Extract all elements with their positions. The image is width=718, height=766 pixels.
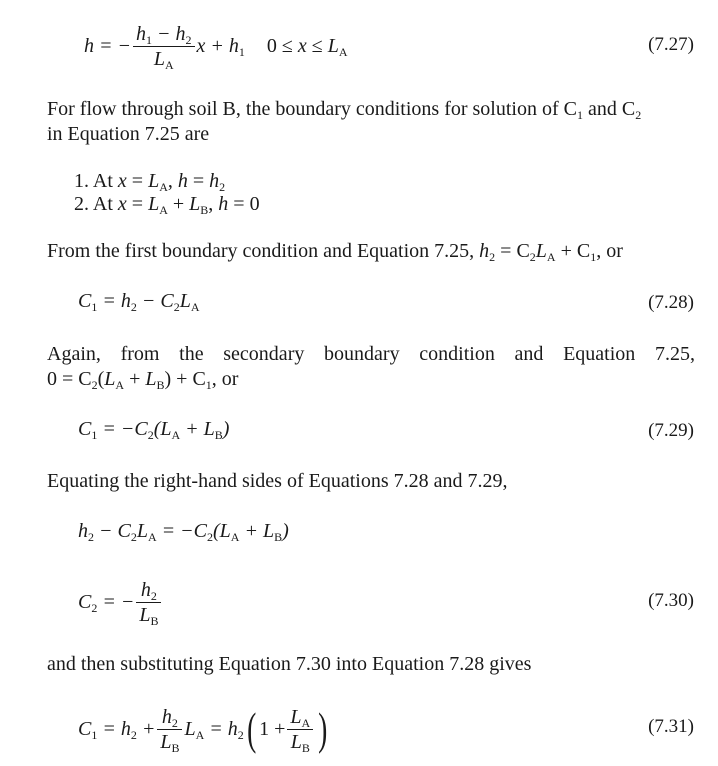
boundary-conditions-list (74, 170, 260, 216)
or-text-2: , or (211, 368, 239, 390)
paragraph-equating: Equating the right-hand sides of Equations 7.28 and 7.29, (47, 470, 508, 492)
equation-7-30: $C_2$ = − $\frac{h_2}{L_B}$ (78, 574, 163, 630)
or-text-1: , or (596, 240, 623, 262)
equation-7-28: $C_1 = h_2 - C_2L_A$ (78, 290, 200, 314)
paragraph-soil-b-line2: in Equation 7.25 are (47, 123, 210, 145)
paragraph-soil-b-and: and C (582, 98, 636, 120)
paragraph-soil-b: For flow through soil B, the boundary conditions for solution of $C_1$ and $C_2$ in Equation 7.25 are (47, 98, 642, 145)
paragraph-again (47, 342, 695, 392)
equation-7-31: $C_1 = h_2$ + $\frac{h_2}{L_B}$ $L_A = h_2$ ( 1 + $\frac{L_A}{L_B}$ ) (78, 703, 328, 755)
paragraph-first-bc: From the first boundary condition and Equation 7.25, $h_2 = C_2L_A + C_1$, or (47, 240, 623, 264)
fraction-la-over-lb: $\frac{L_A}{L_B}$ (287, 705, 313, 754)
fraction-h1-minus-h2-over-la: $\frac{h_1 - h_2}{L_A}$ (133, 22, 195, 71)
boundary-condition-2: 2. At $x = L_A + L_B$, h = 0 (74, 193, 260, 217)
paragraph-substituting: and then substituting Equation 7.30 into Equation 7.28 gives (47, 653, 532, 675)
boundary-condition-1: 1. At $x = L_A$, $h = h_2$ (74, 170, 226, 194)
paragraph-soil-b-text: For flow through soil B, the boundary conditions for solution of C (47, 98, 577, 120)
equation-number-7-27: (7.27) (648, 34, 694, 55)
equation-number-7-30: (7.30) (648, 590, 694, 611)
fraction-h2-over-lb: $\frac{h_2}{L_B}$ (136, 578, 161, 627)
paragraph-again-line2: $0 = C_2(L_A + L_B) + C_1$, or (47, 368, 239, 392)
paragraph-first-bc-text: From the first boundary condition and Equation 7.25, (47, 240, 475, 262)
equation-number-7-28: (7.28) (648, 292, 694, 313)
equation-intermediate: $h_2 - C_2L_A = -C_2(L_A + L_B)$ (78, 520, 289, 544)
equation-7-27: h = − $\frac{h_1 - h_2}{L_A}$ $x + h_1$ $0 \le x \le L_A$ (84, 22, 348, 72)
right-paren-icon: ) (318, 703, 328, 754)
equation-number-7-29: (7.29) (648, 420, 694, 441)
equation-7-29: $C_1 = -C_2(L_A + L_B)$ (78, 418, 230, 442)
left-paren-icon: ( (246, 703, 257, 754)
paragraph-again-line1: Again, from the secondary boundary condition and Equation 7.25, (47, 343, 695, 365)
equation-number-7-31: (7.31) (648, 716, 694, 737)
fraction-h2-over-lb-2: $\frac{h_2}{L_B}$ (157, 705, 182, 754)
